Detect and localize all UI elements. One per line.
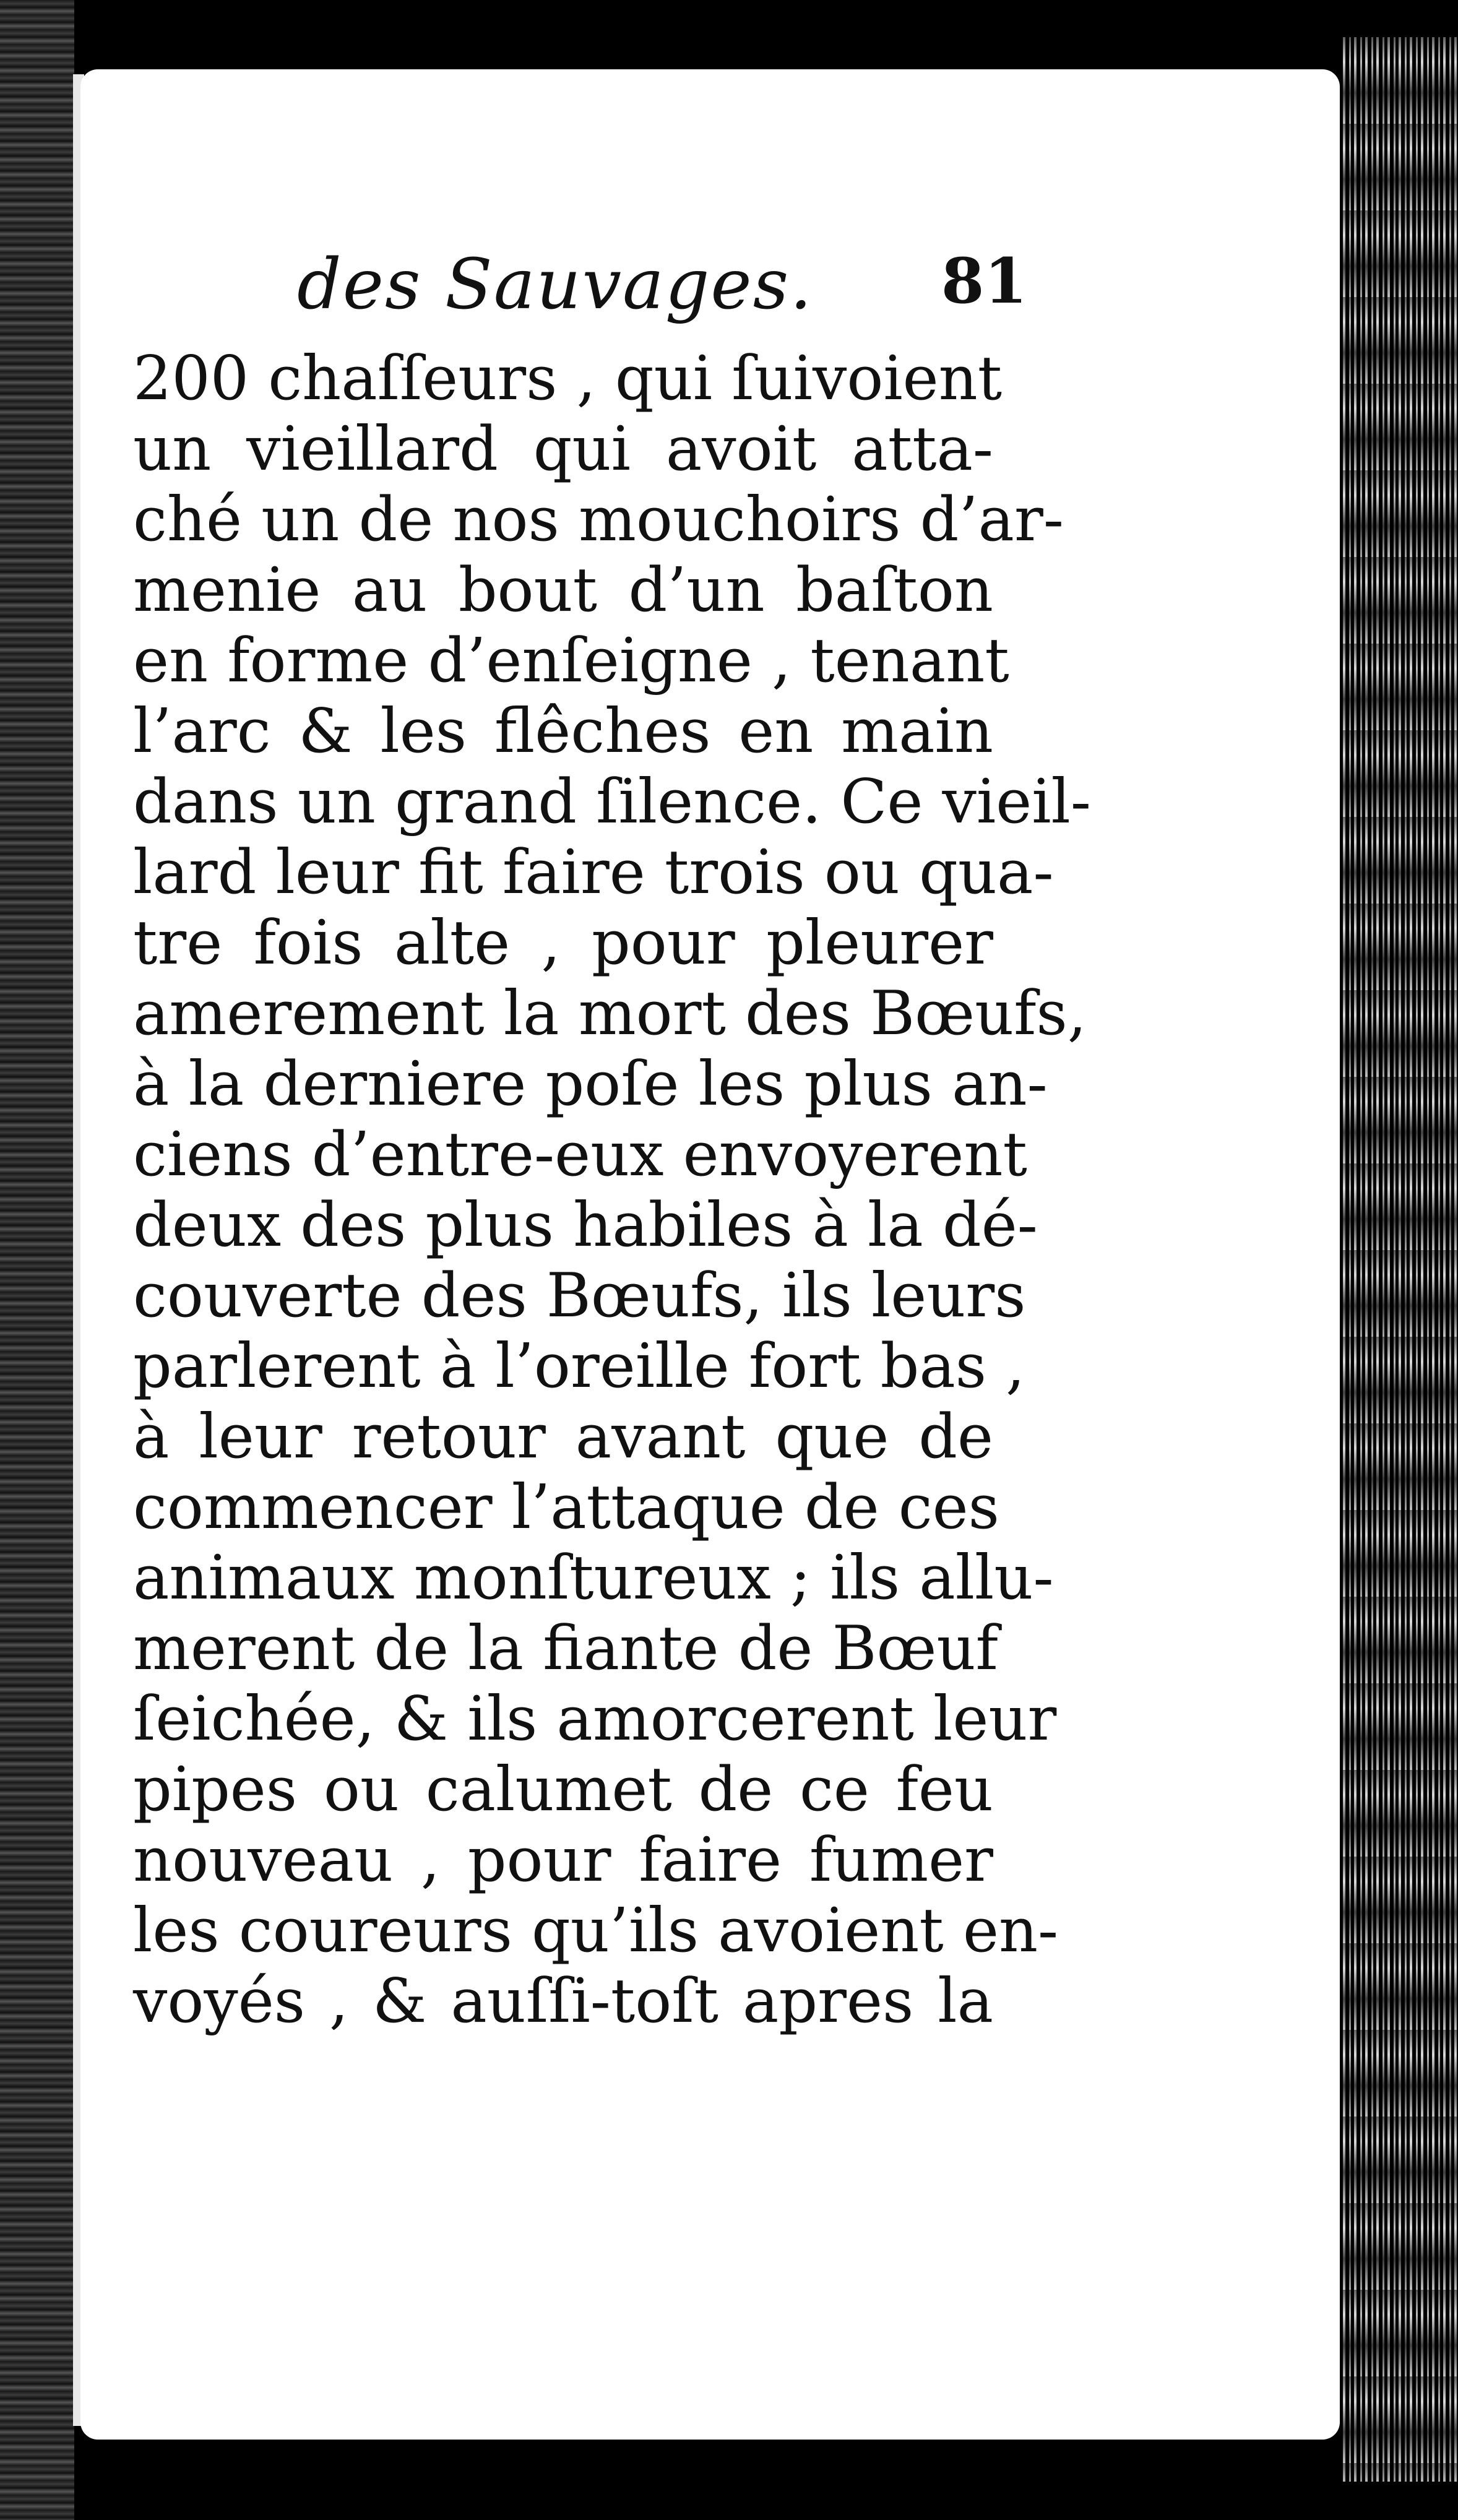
text-line: à leur retour avant que de [133, 1402, 993, 1472]
text-line: tre fois alte , pour pleurer [133, 908, 993, 978]
text-line: nouveau , pour faire fumer [133, 1825, 993, 1896]
text-line: merent de la fiante de Bœuf [133, 1613, 998, 1684]
text-line: amerement la mort des Bœufs, [133, 978, 1087, 1049]
text-line: commencer l’attaque de ces [133, 1472, 999, 1543]
text-line: les coureurs qu’ils avoient en- [133, 1896, 1059, 1966]
text-line: ché un de nos mouchoirs d’ar- [133, 485, 1064, 555]
text-line: parlerent à l’oreille fort bas , [133, 1331, 1025, 1402]
page-edge-shading [1340, 37, 1458, 2482]
running-head [297, 244, 1027, 337]
text-line: l’arc & les flêches en main [133, 696, 993, 767]
text-line: ciens d’entre-eux envoyerent [133, 1120, 1027, 1190]
binding-edge [0, 0, 74, 2520]
running-head-title: des Sauvages. [297, 244, 813, 325]
text-line: menie au bout d’un baſton [133, 555, 993, 626]
text-line: un vieillard qui avoit atta- [133, 414, 993, 485]
text-line: 200 chaſſeurs , qui ſuivoient [133, 343, 1003, 414]
page-number: 81 [941, 244, 1027, 317]
body-text [133, 343, 1091, 2037]
text-line: dans un grand ſilence. Ce vieil- [133, 767, 1091, 837]
text-line: lard leur fit faire trois ou qua- [133, 837, 1054, 908]
text-line: voyés , & auſſi-toſt apres la [133, 1966, 993, 2037]
text-line: animaux monſtureux ; ils allu- [133, 1543, 1054, 1613]
text-line: à la derniere poſe les plus an- [133, 1049, 1048, 1120]
text-line: pipes ou calumet de ce feu [133, 1754, 993, 1825]
text-line: couverte des Bœufs, ils leurs [133, 1261, 1026, 1331]
text-line: en forme d’enſeigne , tenant [133, 626, 1009, 696]
text-line: ſeichée, & ils amorcerent leur [133, 1684, 1057, 1754]
text-line: deux des plus habiles à la dé- [133, 1190, 1038, 1261]
